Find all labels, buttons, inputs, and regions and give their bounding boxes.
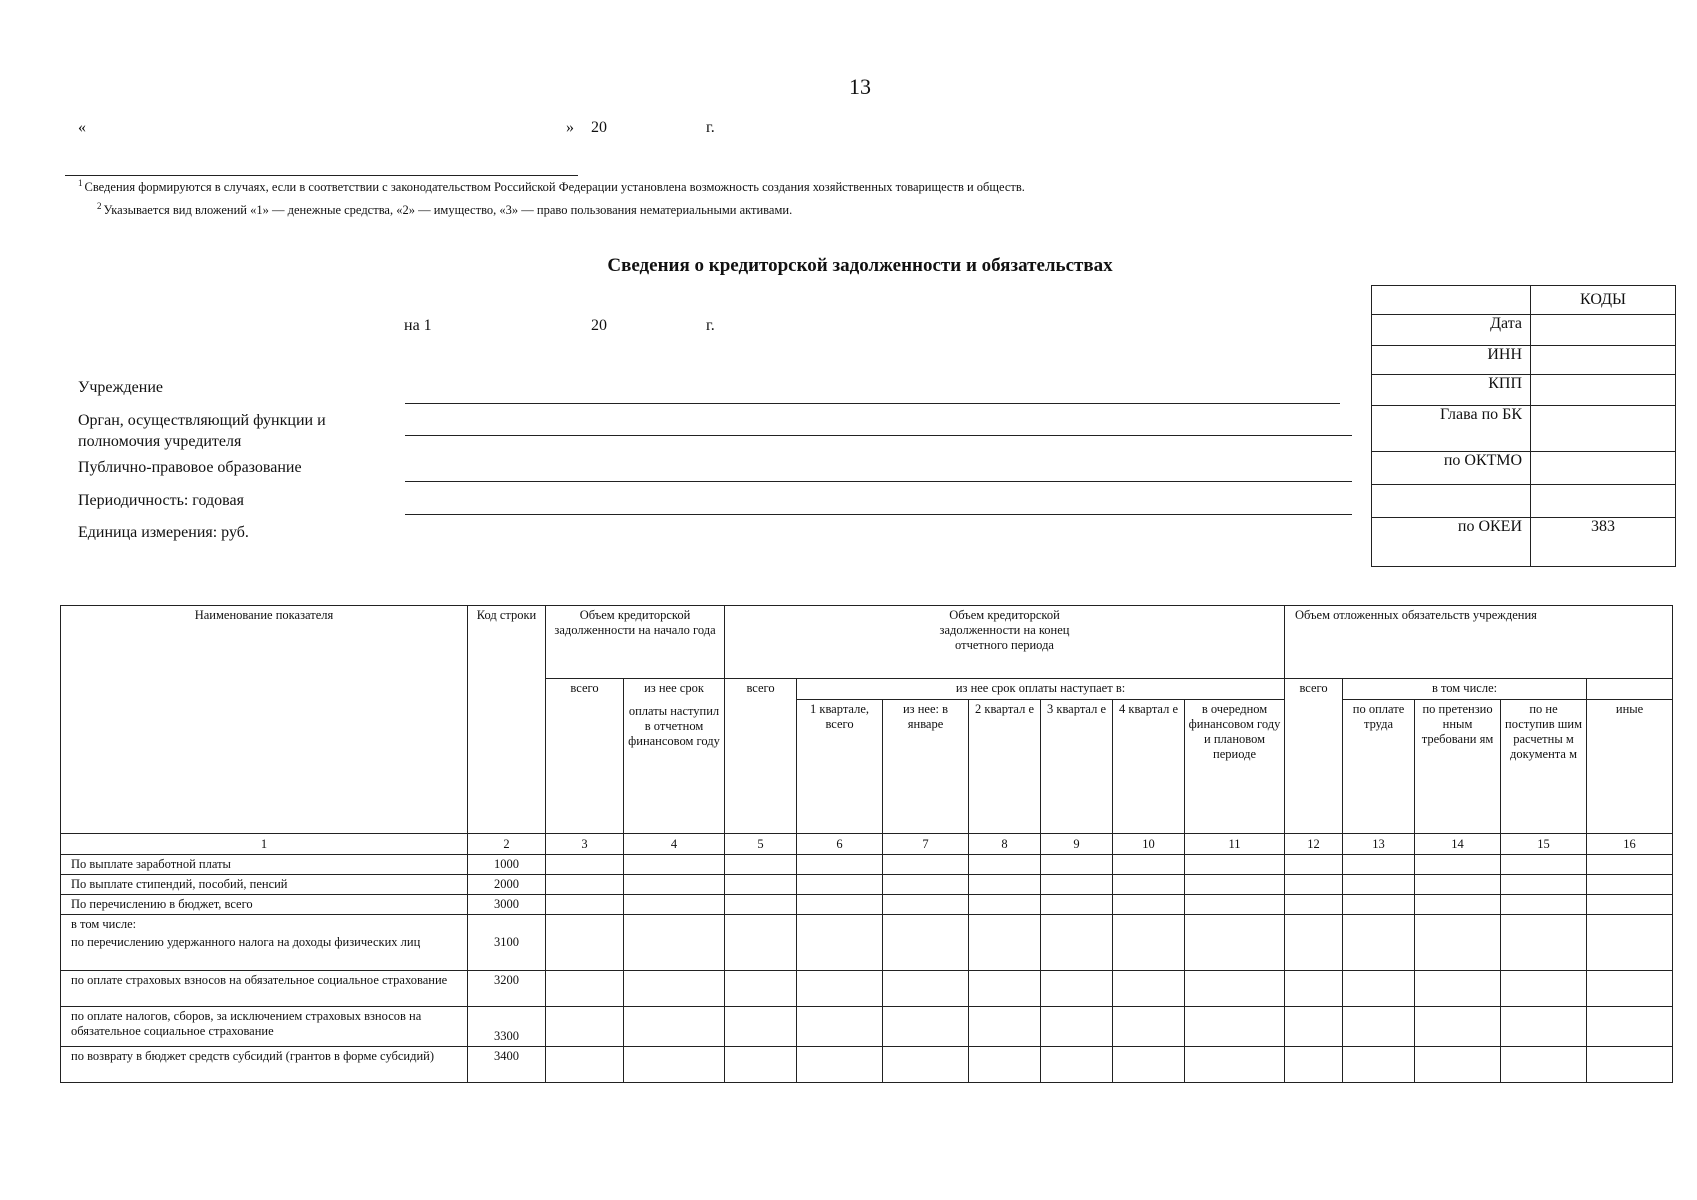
- codes-label-kpp: КПП: [1372, 375, 1531, 406]
- value-cell[interactable]: [1113, 855, 1185, 875]
- column-number: 4: [624, 834, 725, 855]
- row-code: 2000: [468, 875, 546, 895]
- row-code: 1000: [468, 855, 546, 875]
- column-number: 6: [797, 834, 883, 855]
- value-cell[interactable]: [1587, 895, 1673, 915]
- codes-table: [1371, 285, 1676, 567]
- codes-corner-cell: [1372, 286, 1531, 315]
- footnote-mark: 2: [97, 201, 102, 211]
- value-cell[interactable]: [1501, 855, 1587, 875]
- codes-label-date: Дата: [1372, 315, 1531, 346]
- value-cell[interactable]: [1285, 855, 1343, 875]
- value-cell[interactable]: [1041, 1047, 1113, 1083]
- header-deferred-total: всего: [1285, 679, 1343, 834]
- value-cell[interactable]: [1415, 1047, 1501, 1083]
- value-cell[interactable]: [1041, 971, 1113, 1007]
- form-title: Сведения о кредиторской задолженности и обязательствах: [607, 255, 1113, 276]
- value-cell[interactable]: [1113, 875, 1185, 895]
- codes-value-okei: 383: [1531, 518, 1676, 567]
- value-cell[interactable]: [1185, 1047, 1285, 1083]
- field-municipality-line[interactable]: [405, 481, 1352, 482]
- value-cell[interactable]: [725, 895, 797, 915]
- column-number: 2: [468, 834, 546, 855]
- footnote-rule: [65, 175, 578, 176]
- codes-value-bk[interactable]: [1531, 406, 1676, 452]
- value-cell[interactable]: [1185, 971, 1285, 1007]
- value-cell[interactable]: [883, 875, 969, 895]
- value-cell[interactable]: [725, 1047, 797, 1083]
- value-cell[interactable]: [1285, 1047, 1343, 1083]
- value-cell[interactable]: [969, 1047, 1041, 1083]
- field-founder-label-2: полномочия учредителя: [78, 433, 242, 450]
- column-number: 11: [1185, 834, 1285, 855]
- liabilities-table: [60, 605, 1673, 1083]
- header-including: в том числе:: [1343, 679, 1587, 700]
- field-periodicity-label: Периодичность: годовая: [78, 492, 244, 509]
- value-cell[interactable]: [1185, 855, 1285, 875]
- value-cell[interactable]: [624, 855, 725, 875]
- value-cell[interactable]: [1185, 1007, 1285, 1047]
- value-cell[interactable]: [725, 875, 797, 895]
- value-cell[interactable]: [1343, 875, 1415, 895]
- header-wages: по оплате труда: [1343, 700, 1415, 834]
- field-institution-label: Учреждение: [78, 379, 163, 396]
- codes-value-kpp[interactable]: [1531, 375, 1676, 406]
- value-cell[interactable]: [624, 1047, 725, 1083]
- value-cell[interactable]: [797, 875, 883, 895]
- value-cell[interactable]: [883, 1007, 969, 1047]
- column-number: 1: [61, 834, 468, 855]
- row-name-text: по перечислению удержанного налога на доходы физических лиц: [71, 935, 421, 949]
- header-deferred-obligations: Объем отложенных обязательств учреждения: [1285, 606, 1673, 679]
- column-number: 9: [1041, 834, 1113, 855]
- value-cell[interactable]: [883, 895, 969, 915]
- value-cell[interactable]: [1501, 895, 1587, 915]
- value-cell[interactable]: [797, 915, 883, 971]
- footnote-1: [78, 178, 1025, 195]
- value-cell[interactable]: [1415, 971, 1501, 1007]
- value-cell[interactable]: [1185, 895, 1285, 915]
- codes-label-inn: ИНН: [1372, 346, 1531, 375]
- date-year-suffix: г.: [706, 119, 715, 136]
- table-row: [61, 875, 1673, 895]
- value-cell[interactable]: [1185, 915, 1285, 971]
- value-cell[interactable]: [1041, 875, 1113, 895]
- value-cell[interactable]: [546, 875, 624, 895]
- footnote-mark: 1: [78, 178, 83, 188]
- codes-label-oktmo: по ОКТМО: [1372, 452, 1531, 485]
- header-indicator-name: Наименование показателя: [61, 606, 468, 834]
- row-name-including: в том числе:: [71, 917, 137, 931]
- column-number: 14: [1415, 834, 1501, 855]
- header-end-of-period: [725, 606, 1285, 679]
- column-number: 7: [883, 834, 969, 855]
- value-cell[interactable]: [1587, 971, 1673, 1007]
- table-row: [61, 915, 1673, 971]
- codes-label-bk: Глава по БК: [1372, 406, 1531, 452]
- header-other: иные: [1587, 700, 1673, 834]
- codes-value-oktmo[interactable]: [1531, 452, 1676, 485]
- value-cell[interactable]: [1587, 875, 1673, 895]
- header-end-total: всего: [725, 679, 797, 834]
- column-number: 13: [1343, 834, 1415, 855]
- value-cell[interactable]: [797, 895, 883, 915]
- value-cell[interactable]: [1343, 915, 1415, 971]
- row-name: По выплате стипендий, пособий, пенсий: [61, 875, 468, 895]
- value-cell[interactable]: [546, 855, 624, 875]
- header-claims: по претензио нным требовани ям: [1415, 700, 1501, 834]
- date-year-prefix: 20: [591, 119, 607, 136]
- value-cell[interactable]: [1343, 855, 1415, 875]
- footnote-text: Указывается вид вложений «1» — денежные средства, «2» — имущество, «3» — право пользования нематериальными активами.: [103, 203, 793, 217]
- value-cell[interactable]: [725, 1007, 797, 1047]
- value-cell[interactable]: [969, 895, 1041, 915]
- header-overdue-top: из нее срок: [644, 681, 704, 695]
- column-number: 3: [546, 834, 624, 855]
- row-name: [61, 915, 468, 971]
- header-q1: 1 кварталe, всего: [797, 700, 883, 834]
- header-row-code: Код строки: [468, 606, 546, 834]
- header-unreceived-docs: по не поступив шим расчетны м документа м: [1501, 700, 1587, 834]
- codes-value-date[interactable]: [1531, 315, 1676, 346]
- value-cell[interactable]: [1113, 1007, 1185, 1047]
- field-institution-line[interactable]: [405, 403, 1340, 404]
- row-name: по оплате страховых взносов на обязательное социальное страхование: [61, 971, 468, 1007]
- value-cell[interactable]: [1285, 971, 1343, 1007]
- value-cell[interactable]: [1501, 1047, 1587, 1083]
- row-name: по оплате налогов, сборов, за исключением страховых взносов на обязательное социальное страхование: [61, 1007, 468, 1047]
- column-number: 8: [969, 834, 1041, 855]
- value-cell[interactable]: [1501, 915, 1587, 971]
- table-row: [61, 855, 1673, 875]
- row-code: 3000: [468, 895, 546, 915]
- field-founder-label-1: Орган, осуществляющий функции и: [78, 412, 326, 429]
- header-overdue-rest: оплаты наступил в отчетном финансовом году: [628, 704, 720, 748]
- header-q3: 3 квартал е: [1041, 700, 1113, 834]
- value-cell[interactable]: [797, 855, 883, 875]
- header-end-line-2: задолженности на конец: [939, 623, 1070, 637]
- value-cell[interactable]: [1501, 875, 1587, 895]
- value-cell[interactable]: [1185, 875, 1285, 895]
- codes-value-inn[interactable]: [1531, 346, 1676, 375]
- value-cell[interactable]: [624, 895, 725, 915]
- header-blank: [1587, 679, 1673, 700]
- column-number-row: [61, 834, 1673, 855]
- value-cell[interactable]: [1285, 1007, 1343, 1047]
- value-cell[interactable]: [546, 1047, 624, 1083]
- row-name: По перечислению в бюджет, всего: [61, 895, 468, 915]
- page-number: 13: [849, 74, 871, 99]
- value-cell[interactable]: [1041, 855, 1113, 875]
- footnote-2: [97, 201, 792, 218]
- value-cell[interactable]: [883, 915, 969, 971]
- column-number: 5: [725, 834, 797, 855]
- value-cell[interactable]: [1587, 855, 1673, 875]
- column-number: 10: [1113, 834, 1185, 855]
- value-cell[interactable]: [1415, 875, 1501, 895]
- header-start-total: всего: [546, 679, 624, 834]
- field-periodicity-line[interactable]: [405, 514, 1352, 515]
- row-name: по возврату в бюджет средств субсидий (грантов в форме субсидий): [61, 1047, 468, 1083]
- header-due-in: из нее срок оплаты наступает в:: [797, 679, 1285, 700]
- footnote-text: Сведения формируются в случаях, если в соответствии с законодательством Российской Федерации установлена возможность создания хозяйственных товариществ и обществ.: [84, 180, 1025, 194]
- value-cell[interactable]: [1501, 1007, 1587, 1047]
- row-code: 3200: [468, 971, 546, 1007]
- value-cell[interactable]: [1041, 915, 1113, 971]
- value-cell[interactable]: [883, 1047, 969, 1083]
- column-number: 15: [1501, 834, 1587, 855]
- header-january: из нее: в январе: [883, 700, 969, 834]
- value-cell[interactable]: [1343, 895, 1415, 915]
- table-row: [61, 971, 1673, 1007]
- header-end-line-1: Объем кредиторской: [949, 608, 1060, 622]
- table-row: [61, 1007, 1673, 1047]
- header-next-year: в очередном финансовом году и плановом периоде: [1185, 700, 1285, 834]
- field-founder-line[interactable]: [405, 435, 1352, 436]
- value-cell[interactable]: [969, 875, 1041, 895]
- value-cell[interactable]: [1285, 915, 1343, 971]
- header-q4: 4 квартал е: [1113, 700, 1185, 834]
- value-cell[interactable]: [546, 915, 624, 971]
- value-cell[interactable]: [624, 875, 725, 895]
- value-cell[interactable]: [725, 855, 797, 875]
- row-code: 3100: [468, 915, 546, 971]
- value-cell[interactable]: [969, 1007, 1041, 1047]
- value-cell[interactable]: [969, 915, 1041, 971]
- value-cell[interactable]: [1587, 1047, 1673, 1083]
- value-cell[interactable]: [1343, 971, 1415, 1007]
- value-cell[interactable]: [624, 1007, 725, 1047]
- header-start-overdue: [624, 679, 725, 834]
- report-date-year: 20: [591, 317, 607, 334]
- codes-label-empty: [1372, 485, 1531, 518]
- value-cell[interactable]: [1041, 895, 1113, 915]
- codes-value-empty[interactable]: [1531, 485, 1676, 518]
- value-cell[interactable]: [725, 971, 797, 1007]
- value-cell[interactable]: [1501, 971, 1587, 1007]
- value-cell[interactable]: [1587, 1007, 1673, 1047]
- value-cell[interactable]: [1285, 875, 1343, 895]
- column-number: 12: [1285, 834, 1343, 855]
- report-date-prefix: на 1: [404, 317, 432, 334]
- value-cell[interactable]: [1587, 915, 1673, 971]
- value-cell[interactable]: [1113, 971, 1185, 1007]
- date-open-quote: «: [78, 119, 86, 136]
- table-row: [61, 895, 1673, 915]
- value-cell[interactable]: [1113, 1047, 1185, 1083]
- value-cell[interactable]: [1343, 1047, 1415, 1083]
- value-cell[interactable]: [883, 971, 969, 1007]
- report-date-suffix: г.: [706, 317, 715, 334]
- value-cell[interactable]: [725, 915, 797, 971]
- field-unit-label: Единица измерения: руб.: [78, 524, 249, 541]
- value-cell[interactable]: [1113, 895, 1185, 915]
- value-cell[interactable]: [797, 971, 883, 1007]
- row-name: По выплате заработной платы: [61, 855, 468, 875]
- value-cell[interactable]: [624, 915, 725, 971]
- row-code: 3300: [468, 1007, 546, 1047]
- field-municipality-label: Публично-правовое образование: [78, 459, 302, 476]
- table-row: [61, 1047, 1673, 1083]
- value-cell[interactable]: [969, 855, 1041, 875]
- header-end-line-3: отчетного периода: [955, 638, 1054, 652]
- codes-label-okei: по ОКЕИ: [1372, 518, 1531, 567]
- header-q2: 2 квартал е: [969, 700, 1041, 834]
- row-code: 3400: [468, 1047, 546, 1083]
- codes-header: КОДЫ: [1531, 286, 1676, 315]
- date-close-quote: »: [566, 119, 574, 136]
- column-number: 16: [1587, 834, 1673, 855]
- value-cell[interactable]: [797, 1007, 883, 1047]
- value-cell[interactable]: [1041, 1007, 1113, 1047]
- value-cell[interactable]: [546, 1007, 624, 1047]
- value-cell[interactable]: [1113, 915, 1185, 971]
- value-cell[interactable]: [624, 971, 725, 1007]
- value-cell[interactable]: [969, 971, 1041, 1007]
- value-cell[interactable]: [883, 855, 969, 875]
- value-cell[interactable]: [546, 971, 624, 1007]
- value-cell[interactable]: [1285, 895, 1343, 915]
- value-cell[interactable]: [1343, 1007, 1415, 1047]
- header-start-of-year: Объем кредиторской задолженности на начало года: [546, 606, 725, 679]
- value-cell[interactable]: [797, 1047, 883, 1083]
- value-cell[interactable]: [1415, 895, 1501, 915]
- value-cell[interactable]: [1415, 1007, 1501, 1047]
- value-cell[interactable]: [1415, 855, 1501, 875]
- value-cell[interactable]: [546, 895, 624, 915]
- value-cell[interactable]: [1415, 915, 1501, 971]
